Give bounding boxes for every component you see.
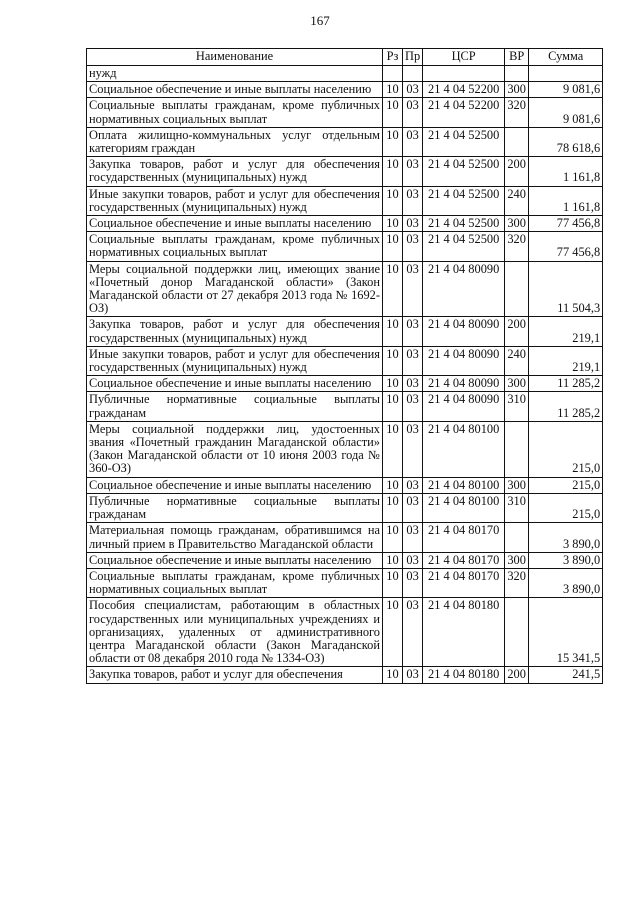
cell-csr: 21 4 04 80100 [423,421,505,477]
cell-csr: 21 4 04 52200 [423,82,505,98]
cell-rz: 10 [383,477,403,493]
cell-sum: 9 081,6 [529,82,603,98]
cell-pr: 03 [403,598,423,667]
cell-name: Закупка товаров, работ и услуг для обеспечения государственных (муниципальных) нужд [87,317,383,346]
cell-rz: 10 [383,127,403,156]
cell-sum: 15 341,5 [529,598,603,667]
cell-pr: 03 [403,127,423,156]
cell-pr: 03 [403,82,423,98]
cell-sum: 11 504,3 [529,261,603,317]
table-row [87,346,603,375]
cell-csr: 21 4 04 80100 [423,477,505,493]
cell-rz: 10 [383,317,403,346]
cell-pr: 03 [403,392,423,421]
cell-pr: 03 [403,552,423,568]
table-row [87,157,603,186]
cell-name: Социальные выплаты гражданам, кроме публичных нормативных социальных выплат [87,98,383,127]
cell-pr: 03 [403,261,423,317]
cell-vr: 300 [505,552,529,568]
cell-rz: 10 [383,216,403,232]
cell-csr: 21 4 04 52500 [423,232,505,261]
cell-empty [423,66,505,82]
cell-sum: 3 890,0 [529,523,603,552]
cell-vr [505,421,529,477]
cell-csr: 21 4 04 52200 [423,98,505,127]
cell-csr: 21 4 04 80170 [423,523,505,552]
cell-sum: 77 456,8 [529,216,603,232]
cell-sum: 3 890,0 [529,552,603,568]
table-row [87,421,603,477]
table-row [87,186,603,215]
cell-name: Социальное обеспечение и иные выплаты населению [87,552,383,568]
cell-csr: 21 4 04 80090 [423,392,505,421]
cell-name: Социальное обеспечение и иные выплаты населению [87,477,383,493]
cell-vr: 300 [505,376,529,392]
cell-csr: 21 4 04 80090 [423,346,505,375]
cell-sum: 219,1 [529,346,603,375]
cell-rz: 10 [383,376,403,392]
header-pr: Пр [403,49,423,66]
cell-pr: 03 [403,523,423,552]
cell-vr: 300 [505,477,529,493]
cell-pr: 03 [403,421,423,477]
table-row [87,392,603,421]
table-row [87,568,603,597]
cell-rz: 10 [383,523,403,552]
cell-csr: 21 4 04 52500 [423,216,505,232]
table-row [87,317,603,346]
cell-rz: 10 [383,392,403,421]
header-csr: ЦСР [423,49,505,66]
cell-csr: 21 4 04 80100 [423,493,505,522]
cell-vr: 300 [505,216,529,232]
cell-name: Меры социальной поддержки лиц, имеющих звание «Почетный донор Магаданской области» (Закон Магаданской области от 27 декабря 2013 года № 1692-ОЗ) [87,261,383,317]
table-row [87,82,603,98]
cell-pr: 03 [403,186,423,215]
cell-csr: 21 4 04 52500 [423,186,505,215]
cell-name: Пособия специалистам, работающим в областных государственных или муниципальных учреждениях и организациях, удаленных от административного центра Магаданской области (Закон Магаданской области от 08 декабря 2010 года № 1334-ОЗ) [87,598,383,667]
cell-empty [505,66,529,82]
cell-vr [505,261,529,317]
cell-sum: 11 285,2 [529,392,603,421]
budget-table [86,48,603,684]
table-row [87,598,603,667]
cell-vr: 310 [505,493,529,522]
cell-pr: 03 [403,568,423,597]
table-row [87,477,603,493]
cell-rz: 10 [383,667,403,683]
cell-sum: 9 081,6 [529,98,603,127]
continuation-text: нужд [87,66,383,82]
cell-empty [529,66,603,82]
cell-csr: 21 4 04 52500 [423,127,505,156]
cell-sum: 1 161,8 [529,186,603,215]
table-row [87,376,603,392]
cell-vr: 240 [505,186,529,215]
cell-pr: 03 [403,98,423,127]
cell-sum: 215,0 [529,477,603,493]
cell-csr: 21 4 04 80170 [423,568,505,597]
cell-name: Социальное обеспечение и иные выплаты населению [87,82,383,98]
table-body [87,66,603,684]
cell-name: Иные закупки товаров, работ и услуг для обеспечения государственных (муниципальных) нужд [87,346,383,375]
cell-sum: 3 890,0 [529,568,603,597]
cell-rz: 10 [383,186,403,215]
cell-pr: 03 [403,216,423,232]
cell-rz: 10 [383,568,403,597]
cell-sum: 215,0 [529,493,603,522]
cell-sum: 11 285,2 [529,376,603,392]
table-row [87,523,603,552]
cell-sum: 219,1 [529,317,603,346]
cell-csr: 21 4 04 80180 [423,667,505,683]
cell-name: Оплата жилищно-коммунальных услуг отдельным категориям граждан [87,127,383,156]
cell-vr: 300 [505,82,529,98]
cell-csr: 21 4 04 80170 [423,552,505,568]
cell-csr: 21 4 04 80090 [423,261,505,317]
cell-vr [505,127,529,156]
cell-name: Публичные нормативные социальные выплаты гражданам [87,392,383,421]
table-row [87,127,603,156]
cell-name: Закупка товаров, работ и услуг для обеспечения государственных (муниципальных) нужд [87,157,383,186]
cell-pr: 03 [403,376,423,392]
cell-vr: 200 [505,317,529,346]
header-vr: ВР [505,49,529,66]
table-row [87,98,603,127]
cell-rz: 10 [383,493,403,522]
cell-name: Иные закупки товаров, работ и услуг для обеспечения государственных (муниципальных) нужд [87,186,383,215]
cell-rz: 10 [383,157,403,186]
cell-rz: 10 [383,261,403,317]
cell-empty [383,66,403,82]
cell-name: Социальные выплаты гражданам, кроме публичных нормативных социальных выплат [87,568,383,597]
cell-rz: 10 [383,346,403,375]
continuation-row [87,66,603,82]
header-sum: Сумма [529,49,603,66]
table-row [87,261,603,317]
cell-vr: 320 [505,98,529,127]
table-row [87,216,603,232]
cell-rz: 10 [383,98,403,127]
cell-csr: 21 4 04 80180 [423,598,505,667]
cell-sum: 241,5 [529,667,603,683]
table-row [87,552,603,568]
header-rz: Рз [383,49,403,66]
cell-vr: 240 [505,346,529,375]
cell-pr: 03 [403,157,423,186]
table-header-row [87,49,603,66]
cell-pr: 03 [403,232,423,261]
cell-name: Социальное обеспечение и иные выплаты населению [87,376,383,392]
cell-pr: 03 [403,317,423,346]
cell-name: Социальное обеспечение и иные выплаты населению [87,216,383,232]
cell-empty [403,66,423,82]
cell-pr: 03 [403,346,423,375]
cell-csr: 21 4 04 80090 [423,376,505,392]
cell-name: Публичные нормативные социальные выплаты гражданам [87,493,383,522]
cell-pr: 03 [403,477,423,493]
table-row [87,667,603,683]
cell-vr [505,598,529,667]
table-row [87,232,603,261]
cell-sum: 78 618,6 [529,127,603,156]
cell-sum: 77 456,8 [529,232,603,261]
cell-vr: 320 [505,568,529,597]
cell-sum: 215,0 [529,421,603,477]
cell-rz: 10 [383,421,403,477]
page-number: 167 [310,13,330,28]
cell-name: Меры социальной поддержки лиц, удостоенных звания «Почетный гражданин Магаданской области» (Закон Магаданской области от 10 июня 2003 года № 360-ОЗ) [87,421,383,477]
cell-vr: 200 [505,667,529,683]
cell-rz: 10 [383,82,403,98]
cell-name: Социальные выплаты гражданам, кроме публичных нормативных социальных выплат [87,232,383,261]
cell-name: Материальная помощь гражданам, обратившимся на личный прием в Правительство Магаданской области [87,523,383,552]
cell-rz: 10 [383,598,403,667]
cell-rz: 10 [383,552,403,568]
cell-csr: 21 4 04 52500 [423,157,505,186]
cell-vr: 320 [505,232,529,261]
cell-vr: 310 [505,392,529,421]
cell-pr: 03 [403,667,423,683]
cell-vr: 200 [505,157,529,186]
header-name: Наименование [87,49,383,66]
cell-sum: 1 161,8 [529,157,603,186]
cell-name: Закупка товаров, работ и услуг для обеспечения [87,667,383,683]
cell-vr [505,523,529,552]
cell-csr: 21 4 04 80090 [423,317,505,346]
cell-pr: 03 [403,493,423,522]
cell-rz: 10 [383,232,403,261]
table-row [87,493,603,522]
